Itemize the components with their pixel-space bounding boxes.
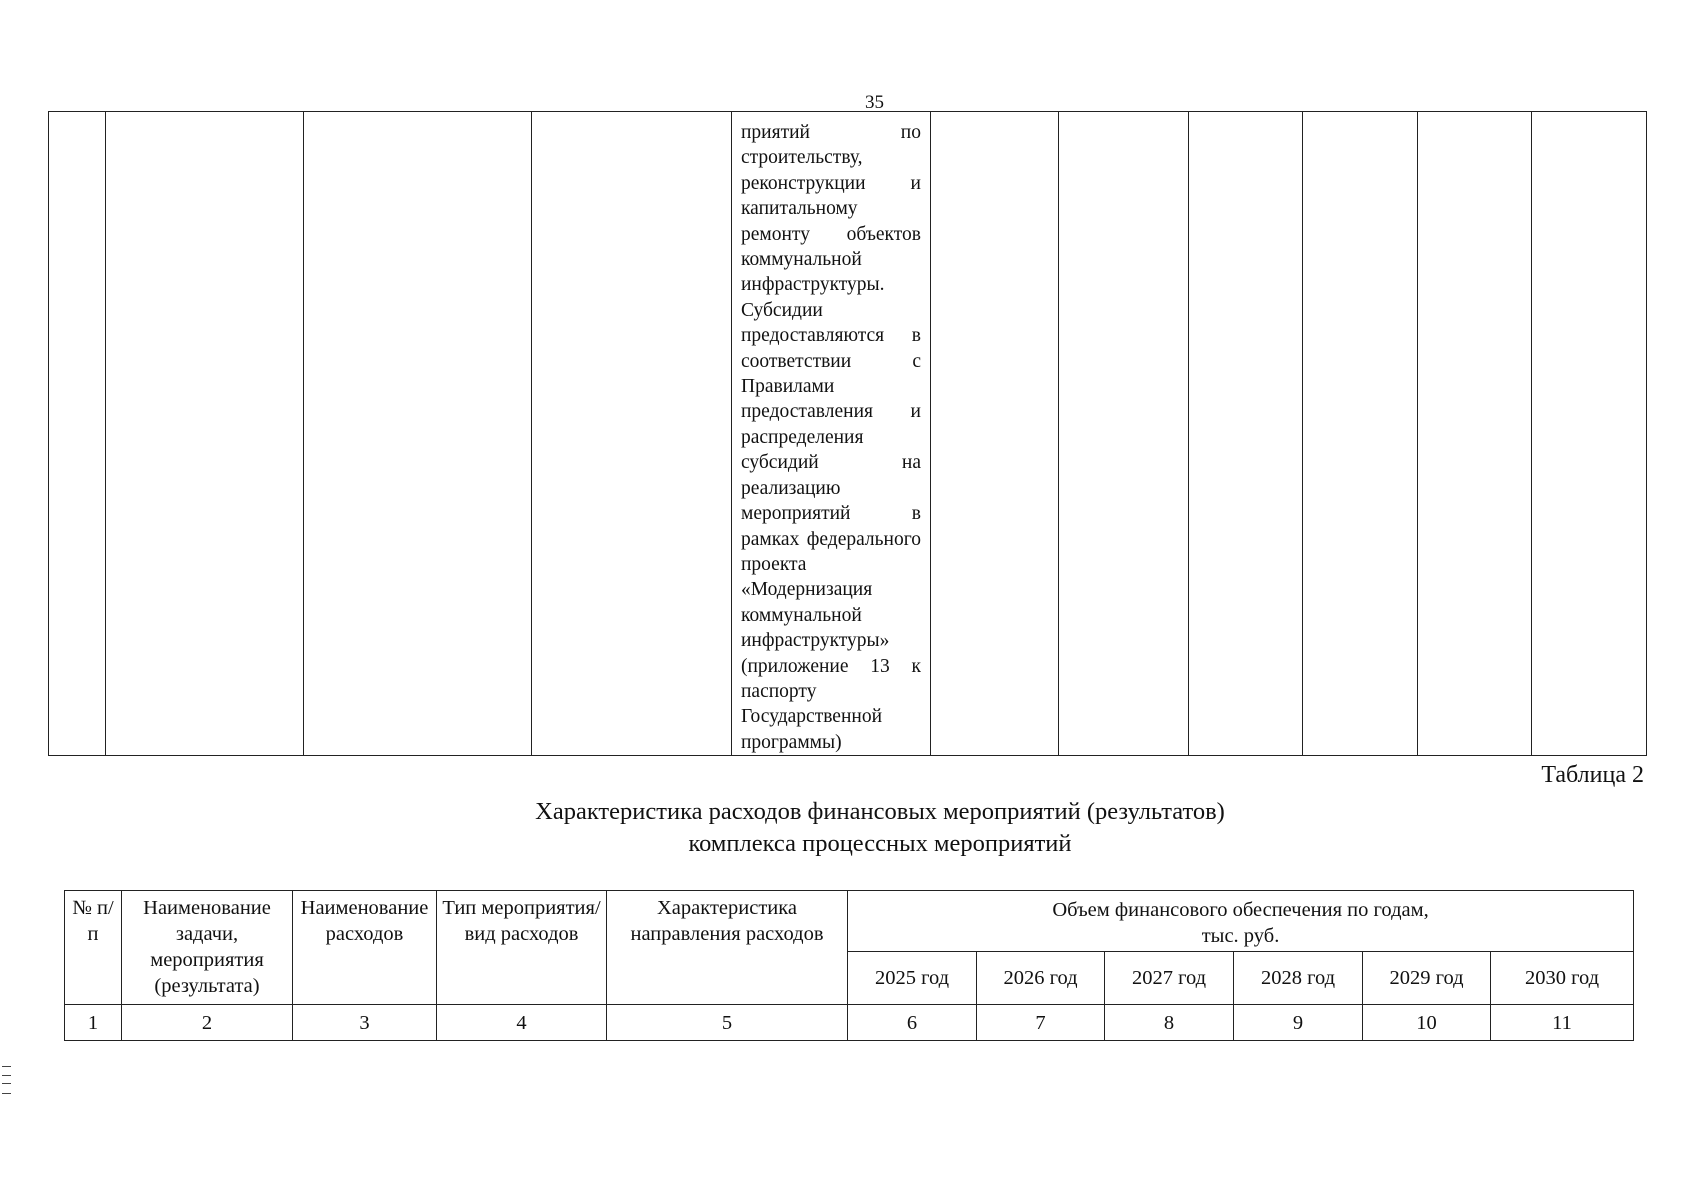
header-year: 2029 год xyxy=(1363,952,1491,1005)
header-year: 2027 год xyxy=(1105,952,1234,1005)
continuation-cell-1 xyxy=(49,112,106,756)
header-number: № п/п xyxy=(65,891,122,1005)
header-funding-volume xyxy=(848,891,1634,952)
page-number: 35 xyxy=(865,92,884,113)
table-title xyxy=(400,796,1360,860)
continuation-cell-4 xyxy=(532,112,732,756)
continuation-cell-6 xyxy=(931,112,1059,756)
column-number-cell: 3 xyxy=(293,1005,437,1041)
header-task-name: Наименование задачи, мероприятия (результата) xyxy=(122,891,293,1005)
header-direction: Характеристика направления расходов xyxy=(607,891,848,1005)
continuation-cell-11 xyxy=(1532,112,1647,756)
continuation-cell-2 xyxy=(106,112,304,756)
header-year: 2028 год xyxy=(1234,952,1363,1005)
column-number-cell: 7 xyxy=(977,1005,1105,1041)
column-number-cell: 2 xyxy=(122,1005,293,1041)
column-number-cell: 5 xyxy=(607,1005,848,1041)
column-number-cell: 9 xyxy=(1234,1005,1363,1041)
column-number-cell: 1 xyxy=(65,1005,122,1041)
column-number-cell: 6 xyxy=(848,1005,977,1041)
table-title-line: комплекса процессных мероприятий xyxy=(688,830,1072,857)
expense-characteristics-table xyxy=(64,890,1634,1041)
continuation-cell-direction xyxy=(732,112,931,756)
continuation-cell-8 xyxy=(1189,112,1303,756)
column-number-cell: 10 xyxy=(1363,1005,1491,1041)
continuation-paragraph: Субсидии предоставляются в соответствии с Правилами предоставления и распределения субсидий на реализацию мероприятий в рамках федерального проекта «Модернизация коммунальной инфраструктуры» (приложение 13 к паспорту Государственной программы) xyxy=(741,299,921,753)
continuation-cell-3 xyxy=(304,112,532,756)
table-title-line: Характеристика расходов финансовых мероприятий (результатов) xyxy=(535,798,1225,825)
column-number-cell: 4 xyxy=(437,1005,607,1041)
header-year: 2025 год xyxy=(848,952,977,1005)
continuation-paragraph: приятий по строительству, реконструкции и капитальному ремонту объектов коммунальной инфраструктуры. xyxy=(741,122,921,296)
header-expense-name: Наименование расходов xyxy=(293,891,437,1005)
header-funding-volume-unit: тыс. руб. xyxy=(1201,925,1280,947)
header-funding-volume-line: Объем финансового обеспечения по годам, xyxy=(1052,899,1429,921)
continuation-cell-7 xyxy=(1059,112,1189,756)
continuation-table xyxy=(48,111,1647,756)
scan-margin-mark xyxy=(2,1066,11,1094)
continuation-cell-9 xyxy=(1303,112,1418,756)
column-number-row xyxy=(65,1005,1634,1041)
header-year: 2030 год xyxy=(1491,952,1634,1005)
continuation-cell-10 xyxy=(1418,112,1532,756)
table-caption: Таблица 2 xyxy=(1541,762,1644,788)
header-year: 2026 год xyxy=(977,952,1105,1005)
column-number-cell: 11 xyxy=(1491,1005,1634,1041)
header-event-type: Тип мероприятия/вид расходов xyxy=(437,891,607,1005)
column-number-cell: 8 xyxy=(1105,1005,1234,1041)
